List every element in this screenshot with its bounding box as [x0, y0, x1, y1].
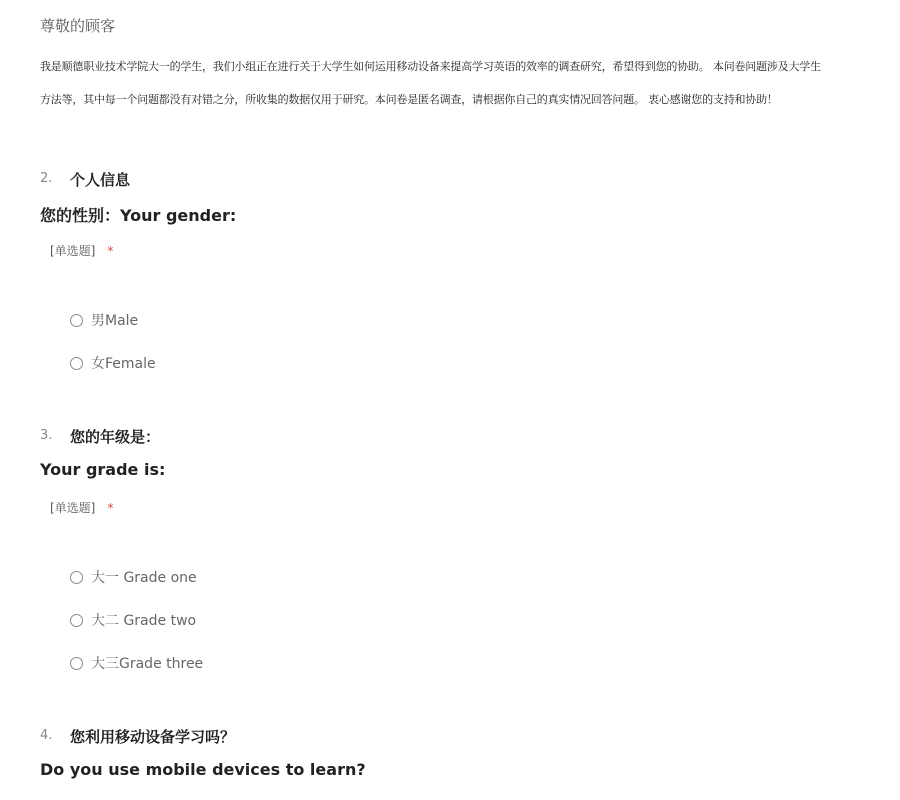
option-label: 男Male	[91, 313, 139, 329]
question-4-title: 您利用移动设备学习吗？	[70, 728, 236, 746]
option-label: 大一 Grade one	[91, 570, 197, 586]
radio-button[interactable]	[70, 571, 83, 584]
required-mark: *	[107, 501, 114, 515]
question-type-text: [单选题]	[50, 244, 96, 258]
question-3-subtitle: Your grade is:	[40, 460, 166, 479]
question-2-type-label	[50, 242, 113, 259]
option-grade-three[interactable]	[70, 653, 203, 673]
intro-paragraph-line-2: 方法等，其中每一个问题都没有对错之分，所收集的数据仅用于研究。本问卷是匿名调查，请根据你自己的真实情况回答问题。 衷心感谢您的支持和协助！	[40, 93, 778, 106]
option-label: 女Female	[91, 356, 156, 372]
option-grade-two[interactable]	[70, 610, 196, 630]
question-3-type-label	[50, 499, 113, 516]
question-2-title: 个人信息	[70, 171, 131, 189]
option-label: 大三Grade three	[91, 656, 204, 672]
question-3-number: 3.	[40, 428, 53, 443]
question-type-text: [单选题]	[50, 501, 96, 515]
required-mark: *	[107, 244, 114, 258]
option-gender-female[interactable]	[70, 353, 156, 373]
radio-button[interactable]	[70, 657, 83, 670]
radio-button[interactable]	[70, 357, 83, 370]
option-grade-one[interactable]	[70, 567, 197, 587]
question-2-number: 2.	[40, 171, 53, 186]
greeting-text: 尊敬的顾客	[40, 17, 116, 35]
question-3-title: 您的年级是：	[70, 428, 161, 446]
radio-button[interactable]	[70, 314, 83, 327]
option-gender-male[interactable]	[70, 310, 138, 330]
option-label: 大二 Grade two	[91, 613, 197, 629]
question-2-subtitle: 您的性别：Your gender:	[40, 206, 237, 225]
question-4-number: 4.	[40, 728, 53, 743]
radio-button[interactable]	[70, 614, 83, 627]
question-4-subtitle: Do you use mobile devices to learn?	[40, 760, 366, 779]
intro-paragraph-line-1: 我是顺德职业技术学院大一的学生，我们小组正在进行关于大学生如何运用移动设备来提高学习英语的效率的调查研究，希望得到您的协助。 本问卷问题涉及大学生	[40, 60, 821, 73]
